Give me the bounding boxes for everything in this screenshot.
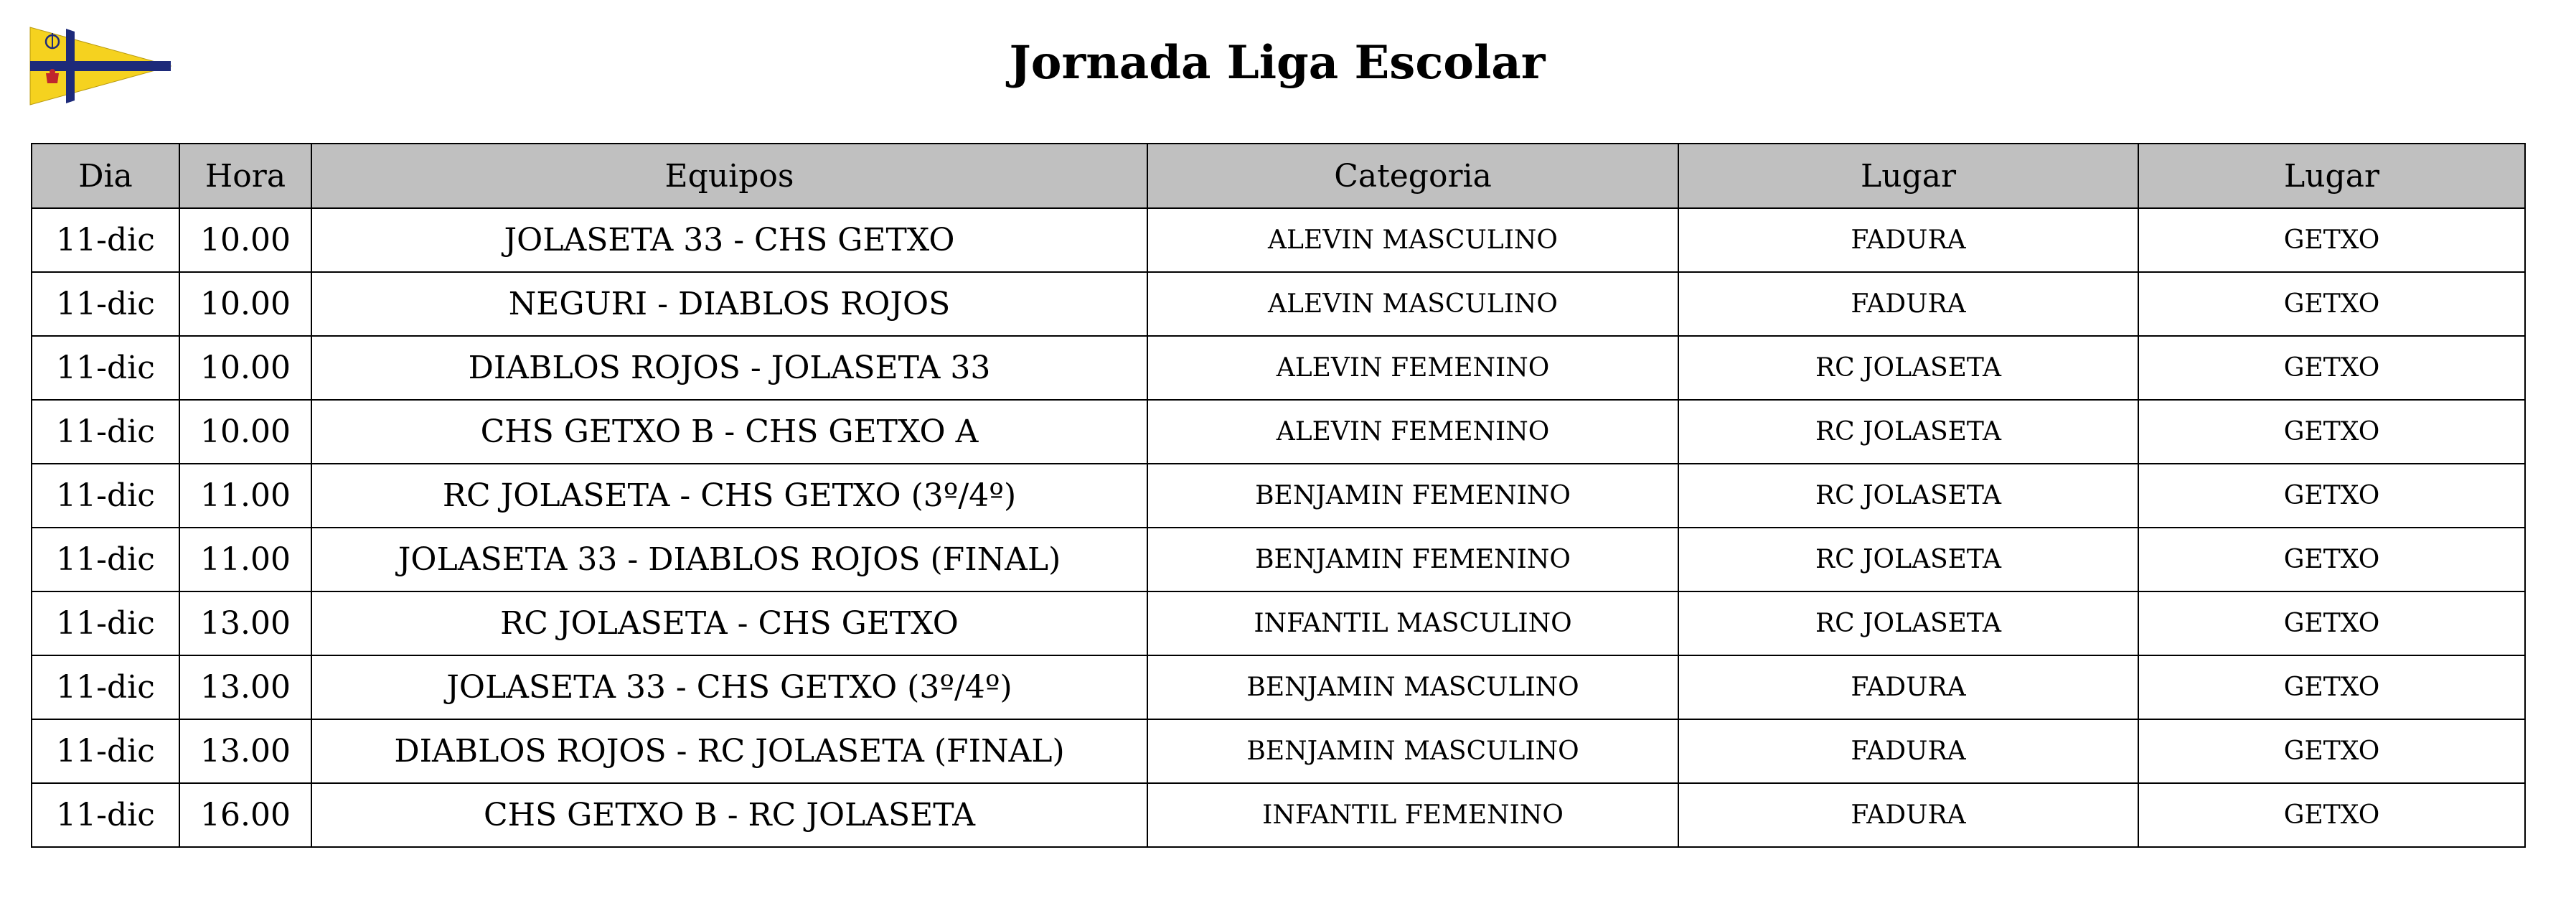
cell-lugar-2: GETXO: [2138, 528, 2525, 591]
cell-hora: 11.00: [179, 528, 311, 591]
cell-lugar: RC JOLASETA: [1678, 400, 2138, 464]
cell-lugar-2: GETXO: [2138, 336, 2525, 400]
cell-hora: 13.00: [179, 591, 311, 655]
cell-equipos: RC JOLASETA - CHS GETXO (3º/4º): [311, 464, 1147, 528]
cell-equipos: DIABLOS ROJOS - RC JOLASETA (FINAL): [311, 719, 1147, 783]
cell-lugar: RC JOLASETA: [1678, 591, 2138, 655]
cell-equipos: JOLASETA 33 - CHS GETXO: [311, 208, 1147, 272]
header-hora: Hora: [179, 144, 311, 208]
page-title: Jornada Liga Escolar: [1009, 36, 1546, 90]
cell-lugar: FADURA: [1678, 272, 2138, 336]
cell-equipos: DIABLOS ROJOS - JOLASETA 33: [311, 336, 1147, 400]
cell-categoria: BENJAMIN MASCULINO: [1147, 655, 1678, 719]
cell-dia: 11-dic: [32, 336, 179, 400]
header-lugar-2: Lugar: [2138, 144, 2525, 208]
cell-equipos: RC JOLASETA - CHS GETXO: [311, 591, 1147, 655]
cell-dia: 11-dic: [32, 528, 179, 591]
header-equipos: Equipos: [311, 144, 1147, 208]
cell-dia: 11-dic: [32, 400, 179, 464]
cell-dia: 11-dic: [32, 208, 179, 272]
cell-lugar-2: GETXO: [2138, 464, 2525, 528]
table-row: [32, 400, 2525, 464]
cell-lugar: RC JOLASETA: [1678, 528, 2138, 591]
schedule-table: [31, 143, 2526, 848]
cell-lugar-2: GETXO: [2138, 783, 2525, 847]
cell-hora: 13.00: [179, 655, 311, 719]
cell-lugar-2: GETXO: [2138, 655, 2525, 719]
cell-categoria: ALEVIN FEMENINO: [1147, 400, 1678, 464]
cell-categoria: BENJAMIN FEMENINO: [1147, 528, 1678, 591]
cell-hora: 13.00: [179, 719, 311, 783]
cell-categoria: ALEVIN MASCULINO: [1147, 208, 1678, 272]
cell-lugar-2: GETXO: [2138, 719, 2525, 783]
table-row: [32, 464, 2525, 528]
cell-equipos: JOLASETA 33 - DIABLOS ROJOS (FINAL): [311, 528, 1147, 591]
cell-hora: 10.00: [179, 400, 311, 464]
cell-lugar-2: GETXO: [2138, 272, 2525, 336]
cell-dia: 11-dic: [32, 719, 179, 783]
table-row: [32, 208, 2525, 272]
cell-dia: 11-dic: [32, 464, 179, 528]
table-row: [32, 655, 2525, 719]
cell-dia: 11-dic: [32, 591, 179, 655]
cell-categoria: ALEVIN FEMENINO: [1147, 336, 1678, 400]
cell-hora: 10.00: [179, 272, 311, 336]
cell-lugar: FADURA: [1678, 208, 2138, 272]
cell-lugar: FADURA: [1678, 719, 2138, 783]
table-row: [32, 528, 2525, 591]
header-lugar: Lugar: [1678, 144, 2138, 208]
table-row: [32, 272, 2525, 336]
cell-lugar: FADURA: [1678, 655, 2138, 719]
cell-hora: 16.00: [179, 783, 311, 847]
cell-lugar: RC JOLASETA: [1678, 464, 2138, 528]
header-dia: Dia: [32, 144, 179, 208]
cell-lugar-2: GETXO: [2138, 400, 2525, 464]
cell-hora: 10.00: [179, 208, 311, 272]
header-categoria: Categoria: [1147, 144, 1678, 208]
cell-dia: 11-dic: [32, 655, 179, 719]
cell-categoria: ALEVIN MASCULINO: [1147, 272, 1678, 336]
cell-categoria: BENJAMIN FEMENINO: [1147, 464, 1678, 528]
cell-hora: 11.00: [179, 464, 311, 528]
table-row: [32, 591, 2525, 655]
cell-dia: 11-dic: [32, 272, 179, 336]
cell-lugar: FADURA: [1678, 783, 2138, 847]
cell-equipos: JOLASETA 33 - CHS GETXO (3º/4º): [311, 655, 1147, 719]
table-row: [32, 783, 2525, 847]
table-row: [32, 336, 2525, 400]
cell-lugar-2: GETXO: [2138, 208, 2525, 272]
cell-lugar: RC JOLASETA: [1678, 336, 2138, 400]
cell-categoria: BENJAMIN MASCULINO: [1147, 719, 1678, 783]
cell-dia: 11-dic: [32, 783, 179, 847]
cell-equipos: CHS GETXO B - RC JOLASETA: [311, 783, 1147, 847]
cell-categoria: INFANTIL FEMENINO: [1147, 783, 1678, 847]
cell-hora: 10.00: [179, 336, 311, 400]
table-header-row: [32, 144, 2525, 208]
cell-equipos: NEGURI - DIABLOS ROJOS: [311, 272, 1147, 336]
table-row: [32, 719, 2525, 783]
cell-equipos: CHS GETXO B - CHS GETXO A: [311, 400, 1147, 464]
cell-lugar-2: GETXO: [2138, 591, 2525, 655]
cell-categoria: INFANTIL MASCULINO: [1147, 591, 1678, 655]
